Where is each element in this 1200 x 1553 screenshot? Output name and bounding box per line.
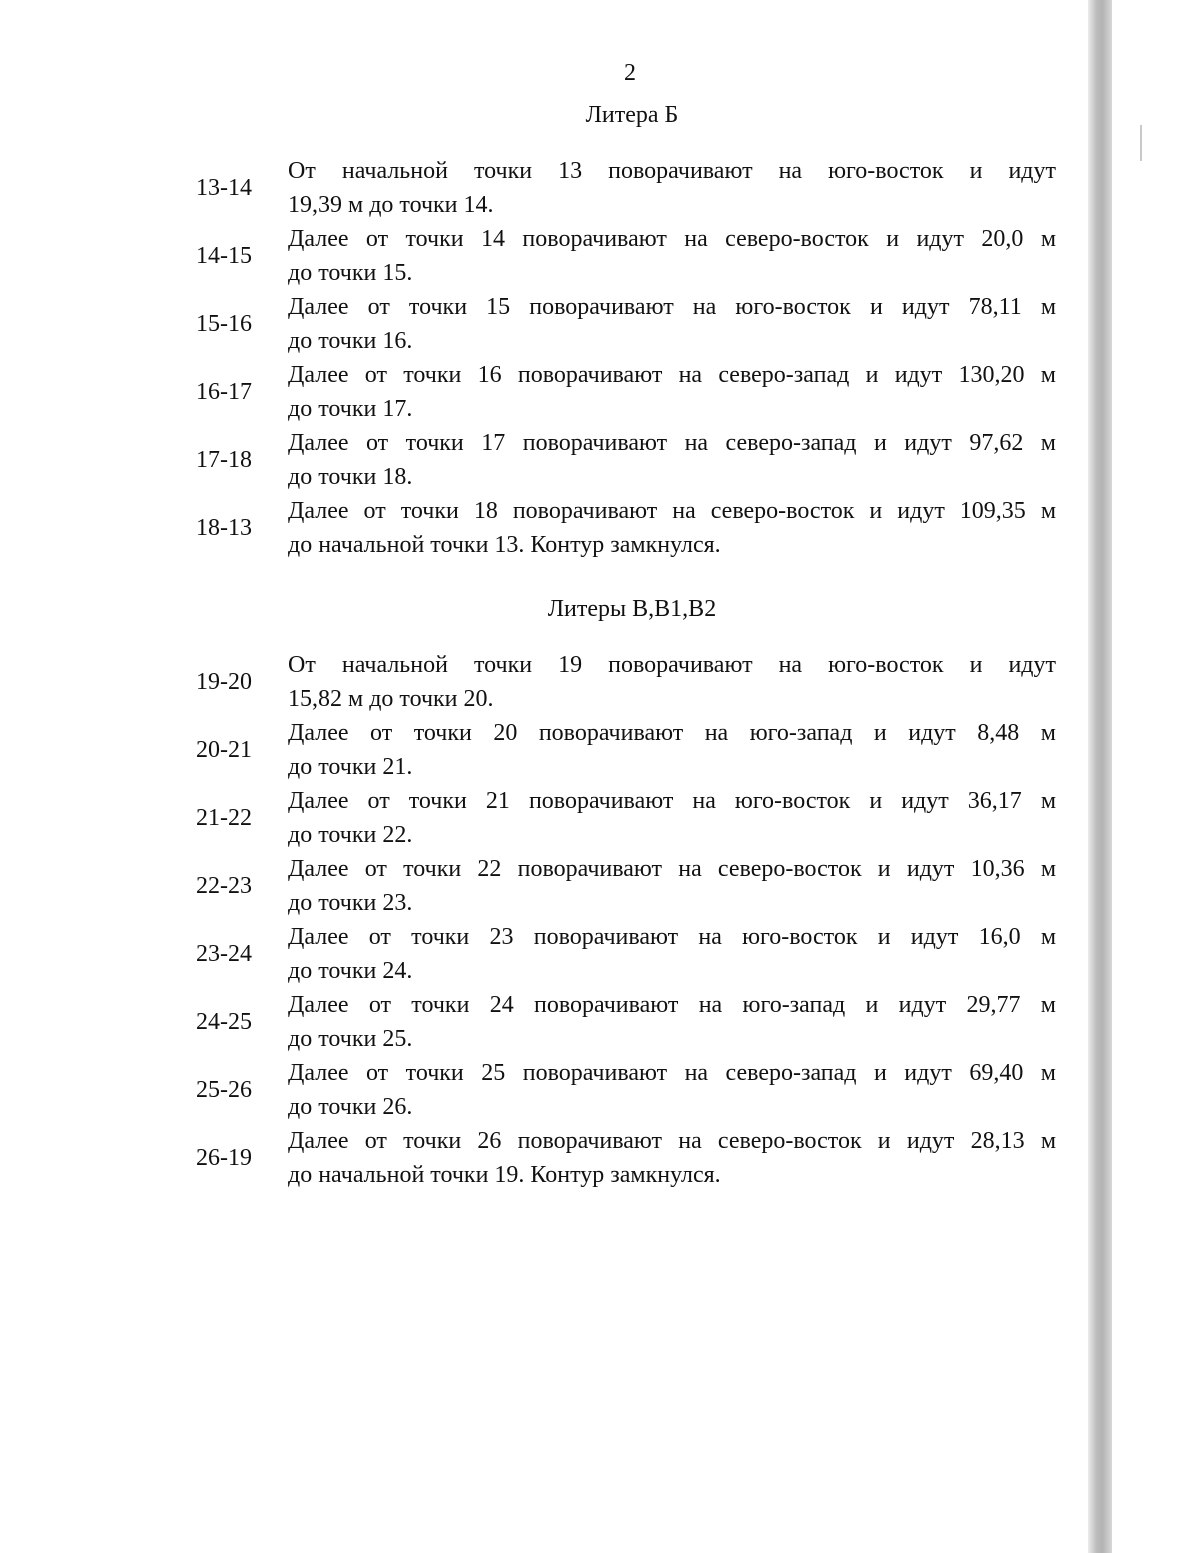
description-line: до точки 18. xyxy=(288,464,413,490)
description-line: Далее от точки 20 поворачивают на юго-запад и идут 8,48 м xyxy=(288,720,1056,746)
segment-code: 19-20 xyxy=(196,669,252,695)
segment-code: 14-15 xyxy=(196,243,252,269)
boundary-entry xyxy=(196,154,1056,222)
description-line: Далее от точки 24 поворачивают на юго-запад и идут 29,77 м xyxy=(288,992,1056,1018)
description-line: 19,39 м до точки 14. xyxy=(288,192,494,218)
boundary-entry xyxy=(196,716,1056,784)
boundary-entry xyxy=(196,494,1056,562)
segment-description xyxy=(288,426,1056,494)
description-line: От начальной точки 13 поворачивают на юго-восток и идут xyxy=(288,158,1056,184)
segment-code: 17-18 xyxy=(196,447,252,473)
description-line: до точки 15. xyxy=(288,260,413,286)
segment-description xyxy=(288,290,1056,358)
segment-description xyxy=(288,494,1056,562)
segment-description xyxy=(288,358,1056,426)
segment-description xyxy=(288,852,1056,920)
description-line: От начальной точки 19 поворачивают на юго-восток и идут xyxy=(288,652,1056,678)
boundary-entry xyxy=(196,222,1056,290)
segment-code: 18-13 xyxy=(196,515,252,541)
description-line: Далее от точки 26 поворачивают на северо-восток и идут 28,13 м xyxy=(288,1128,1056,1154)
boundary-entry xyxy=(196,920,1056,988)
segment-description xyxy=(288,222,1056,290)
segment-code: 15-16 xyxy=(196,311,252,337)
boundary-entry xyxy=(196,648,1056,716)
boundary-entry xyxy=(196,988,1056,1056)
description-line: до точки 16. xyxy=(288,328,413,354)
description-line: до точки 22. xyxy=(288,822,413,848)
boundary-entry xyxy=(196,358,1056,426)
boundary-entry xyxy=(196,1124,1056,1192)
description-line: до точки 24. xyxy=(288,958,413,984)
description-line: Далее от точки 22 поворачивают на северо-восток и идут 10,36 м xyxy=(288,856,1056,882)
description-line: до точки 23. xyxy=(288,890,413,916)
segment-code: 26-19 xyxy=(196,1145,252,1171)
boundary-entry xyxy=(196,290,1056,358)
segment-description xyxy=(288,784,1056,852)
segment-description xyxy=(288,1124,1056,1192)
description-line: Далее от точки 18 поворачивают на северо-восток и идут 109,35 м xyxy=(288,498,1056,524)
section-title-litery-v: Литеры В,В1,В2 xyxy=(547,596,717,622)
description-line: до начальной точки 19. Контур замкнулся. xyxy=(288,1162,721,1188)
section-title-litera-b: Литера Б xyxy=(585,102,679,128)
segment-description xyxy=(288,988,1056,1056)
segment-code: 22-23 xyxy=(196,873,252,899)
boundary-entry xyxy=(196,852,1056,920)
description-line: Далее от точки 15 поворачивают на юго-восток и идут 78,11 м xyxy=(288,294,1056,320)
segment-code: 21-22 xyxy=(196,805,252,831)
description-line: до начальной точки 13. Контур замкнулся. xyxy=(288,532,721,558)
segment-description xyxy=(288,154,1056,222)
description-line: до точки 17. xyxy=(288,396,413,422)
segment-code: 25-26 xyxy=(196,1077,252,1103)
description-line: Далее от точки 23 поворачивают на юго-восток и идут 16,0 м xyxy=(288,924,1056,950)
segment-code: 16-17 xyxy=(196,379,252,405)
boundary-entry xyxy=(196,784,1056,852)
description-line: Далее от точки 17 поворачивают на северо-запад и идут 97,62 м xyxy=(288,430,1056,456)
segment-description xyxy=(288,648,1056,716)
description-line: Далее от точки 14 поворачивают на северо-восток и идут 20,0 м xyxy=(288,226,1056,252)
description-line: Далее от точки 25 поворачивают на северо-запад и идут 69,40 м xyxy=(288,1060,1056,1086)
segment-description xyxy=(288,920,1056,988)
description-line: до точки 26. xyxy=(288,1094,413,1120)
segment-code: 20-21 xyxy=(196,737,252,763)
boundary-entry xyxy=(196,426,1056,494)
segment-code: 23-24 xyxy=(196,941,252,967)
segment-code: 13-14 xyxy=(196,175,252,201)
segment-description xyxy=(288,1056,1056,1124)
boundary-entry xyxy=(196,1056,1056,1124)
description-line: Далее от точки 16 поворачивают на северо-запад и идут 130,20 м xyxy=(288,362,1056,388)
description-line: Далее от точки 21 поворачивают на юго-восток и идут 36,17 м xyxy=(288,788,1056,814)
segment-description xyxy=(288,716,1056,784)
description-line: до точки 21. xyxy=(288,754,413,780)
scan-edge-shadow xyxy=(1088,0,1112,1553)
segment-code: 24-25 xyxy=(196,1009,252,1035)
description-line: до точки 25. xyxy=(288,1026,413,1052)
description-line: 15,82 м до точки 20. xyxy=(288,686,494,712)
page-number: 2 xyxy=(624,60,636,86)
